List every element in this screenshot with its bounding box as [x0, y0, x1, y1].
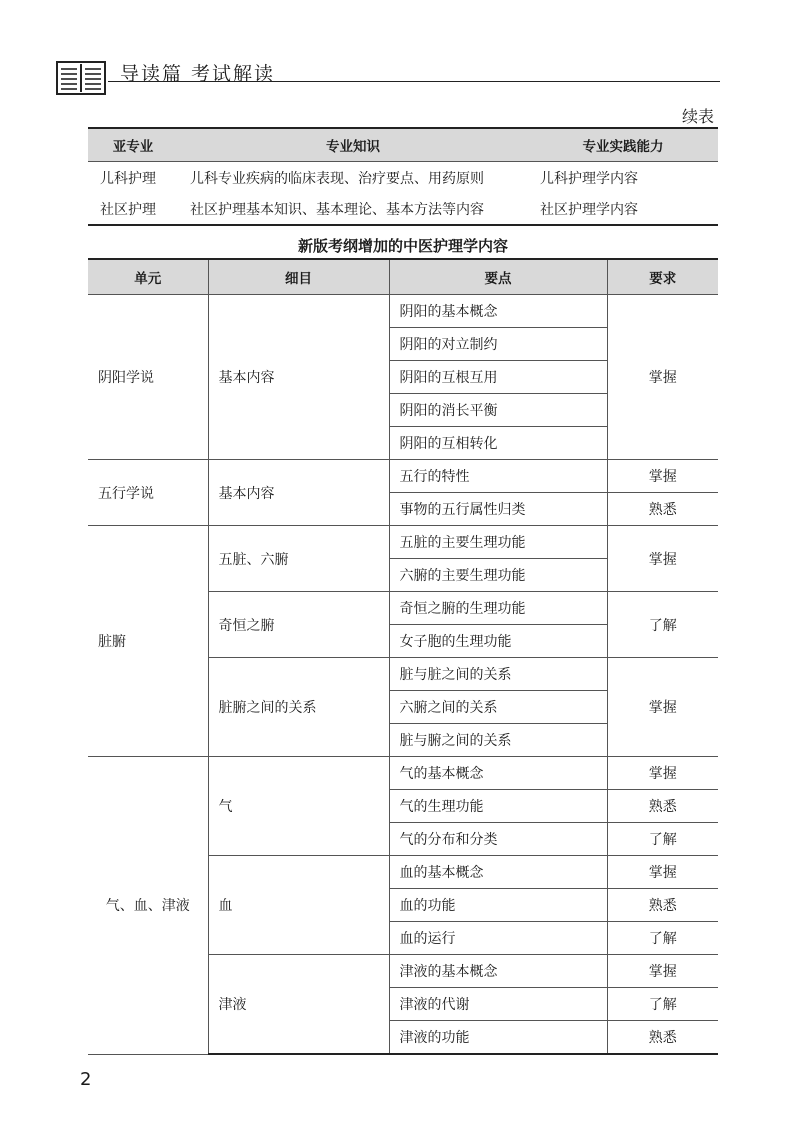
requirement-cell: 熟悉 [607, 1021, 718, 1055]
point-cell: 阴阳的互相转化 [389, 427, 607, 460]
requirement-cell: 了解 [607, 823, 718, 856]
requirement-cell: 熟悉 [607, 493, 718, 526]
requirement-cell: 熟悉 [607, 790, 718, 823]
point-cell: 津液的基本概念 [389, 955, 607, 988]
requirement-cell: 了解 [607, 592, 718, 658]
requirement-cell: 掌握 [607, 658, 718, 757]
tcm-content-table [88, 258, 718, 1055]
table-title: 新版考纲增加的中医护理学内容 [297, 237, 508, 255]
requirement-cell: 掌握 [607, 526, 718, 592]
table-cell: 儿科护理 [100, 170, 156, 187]
point-cell: 津液的功能 [389, 1021, 607, 1055]
requirement-cell: 掌握 [607, 757, 718, 790]
page-header [56, 55, 720, 99]
item-cell: 气 [208, 757, 389, 856]
point-cell: 阴阳的消长平衡 [389, 394, 607, 427]
point-cell: 六腑之间的关系 [389, 691, 607, 724]
point-cell: 五行的特性 [389, 460, 607, 493]
item-cell: 五脏、六腑 [208, 526, 389, 592]
column-header: 亚专业 [88, 128, 178, 162]
requirement-cell: 掌握 [607, 295, 718, 460]
open-book-icon [56, 61, 106, 95]
point-cell: 阴阳的对立制约 [389, 328, 607, 361]
table-cell: 社区护理基本知识、基本理论、基本方法等内容 [178, 193, 528, 225]
point-cell: 气的分布和分类 [389, 823, 607, 856]
unit-cell: 脏腑 [88, 526, 208, 757]
table-cell: 社区护理学内容 [528, 193, 718, 225]
point-cell: 阴阳的基本概念 [389, 295, 607, 328]
point-cell: 五脏的主要生理功能 [389, 526, 607, 559]
column-header: 要求 [607, 259, 718, 295]
column-header: 专业实践能力 [528, 128, 718, 162]
requirement-cell: 掌握 [607, 955, 718, 988]
point-cell: 气的基本概念 [389, 757, 607, 790]
header-divider [108, 81, 720, 82]
table-cell: 社区护理 [88, 193, 178, 225]
point-cell: 血的基本概念 [389, 856, 607, 889]
column-header: 要点 [389, 259, 607, 295]
item-cell: 基本内容 [208, 460, 389, 526]
table-row [88, 193, 718, 225]
item-cell: 血 [208, 856, 389, 955]
point-cell: 脏与脏之间的关系 [389, 658, 607, 691]
column-header: 单元 [88, 259, 208, 295]
unit-cell: 气、血、津液 [88, 757, 208, 1055]
point-cell: 六腑的主要生理功能 [389, 559, 607, 592]
requirement-cell: 熟悉 [607, 889, 718, 922]
requirement-cell: 了解 [607, 988, 718, 1021]
requirement-cell: 掌握 [607, 856, 718, 889]
requirement-cell: 掌握 [607, 460, 718, 493]
item-cell: 奇恒之腑 [208, 592, 389, 658]
point-cell: 女子胞的生理功能 [389, 625, 607, 658]
table-cell: 儿科护理学内容 [540, 170, 638, 187]
item-cell: 基本内容 [208, 295, 389, 460]
point-cell: 血的功能 [389, 889, 607, 922]
header-title: 导读篇 考试解读 [120, 63, 276, 85]
point-cell: 津液的代谢 [389, 988, 607, 1021]
continued-label: 续表 [681, 107, 714, 126]
table-header-row [88, 259, 718, 295]
unit-cell: 五行学说 [88, 460, 208, 526]
table-row [88, 295, 718, 328]
page-number: 2 [80, 1069, 92, 1090]
table-row [88, 526, 718, 559]
item-cell: 津液 [208, 955, 389, 1055]
table-row [88, 757, 718, 790]
point-cell: 血的运行 [389, 922, 607, 955]
table-row [88, 162, 718, 194]
point-cell: 事物的五行属性归类 [389, 493, 607, 526]
column-header: 专业知识 [178, 128, 528, 162]
point-cell: 阴阳的互根互用 [389, 361, 607, 394]
point-cell: 脏与腑之间的关系 [389, 724, 607, 757]
table-header-row [88, 128, 718, 162]
requirement-cell: 了解 [607, 922, 718, 955]
point-cell: 气的生理功能 [389, 790, 607, 823]
item-cell: 脏腑之间的关系 [208, 658, 389, 757]
unit-cell: 阴阳学说 [88, 295, 208, 460]
subspecialty-table [88, 127, 718, 226]
column-header: 细目 [208, 259, 389, 295]
table-row [88, 460, 718, 493]
table-cell: 儿科专业疾病的临床表现、治疗要点、用药原则 [190, 170, 484, 187]
point-cell: 奇恒之腑的生理功能 [389, 592, 607, 625]
